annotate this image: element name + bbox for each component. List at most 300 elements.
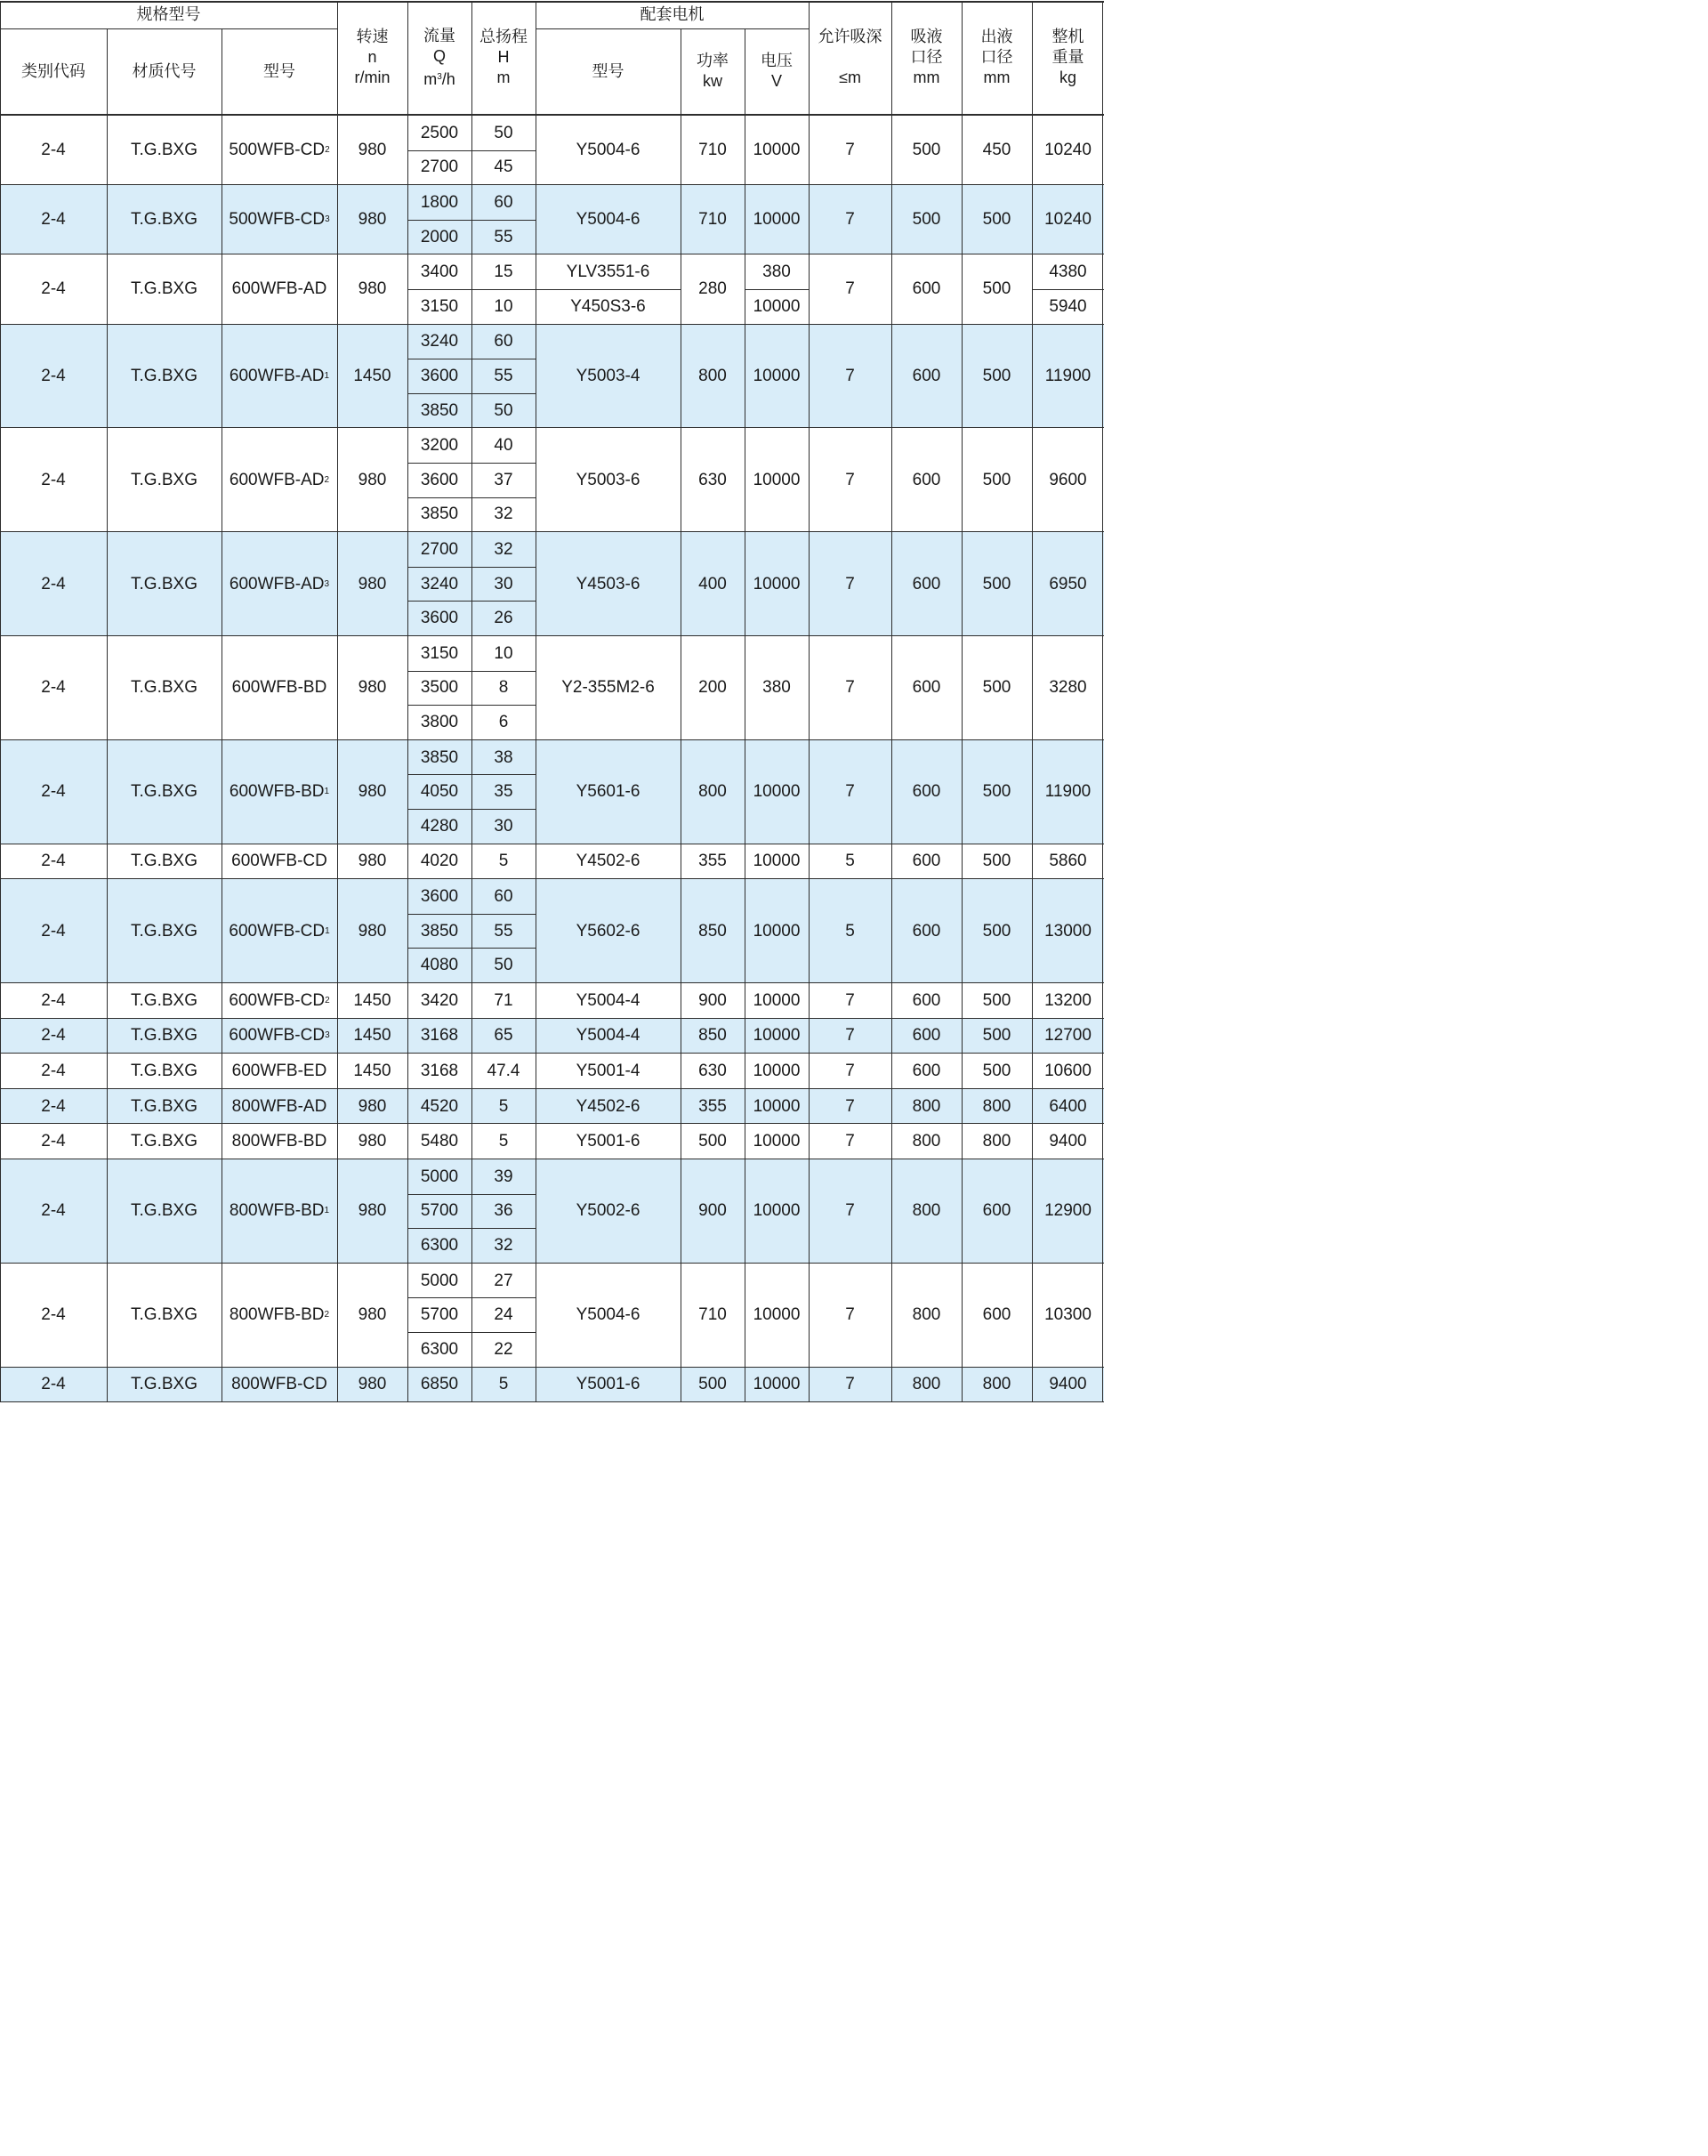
material-code-cell: T.G.BXG (131, 1132, 197, 1151)
speed-cell: 1450 (353, 990, 391, 1010)
head-cell: 47.4 (487, 1061, 520, 1080)
outlet-cell: 500 (982, 1061, 1011, 1080)
flow-cell: 3600 (420, 366, 459, 385)
flow-cell: 4020 (420, 852, 459, 871)
voltage-cell: 10000 (753, 1132, 801, 1151)
outlet-cell: 500 (982, 782, 1011, 802)
flow-cell: 6850 (420, 1375, 459, 1394)
grid-line (745, 289, 809, 290)
voltage-cell: 10000 (753, 296, 801, 316)
power-cell: 200 (698, 678, 727, 698)
grid-line (809, 1264, 810, 1367)
model-cell: 800WFB-BD 1 (229, 1201, 330, 1221)
suction-depth-cell: 7 (845, 1026, 855, 1046)
grid-line (0, 1054, 1, 1088)
grid-line (1032, 185, 1033, 254)
inlet-cell: 800 (912, 1305, 941, 1325)
flow-cell: 3400 (420, 262, 459, 282)
grid-line (107, 28, 108, 114)
grid-line (107, 532, 108, 635)
voltage-cell: 380 (762, 678, 791, 698)
grid-line (471, 636, 472, 739)
weight-cell: 13200 (1044, 990, 1092, 1010)
grid-line (337, 185, 338, 254)
grid-line (891, 116, 892, 184)
grid-line (337, 636, 338, 739)
material-code-cell: T.G.BXG (131, 1305, 197, 1325)
voltage-cell: 10000 (753, 921, 801, 941)
material-code-cell: T.G.BXG (131, 574, 197, 594)
flow-cell: 3850 (420, 400, 459, 420)
weight-cell: 5860 (1049, 852, 1087, 871)
outlet-cell: 450 (982, 141, 1011, 160)
inlet-cell: 600 (912, 366, 941, 385)
grid-line (0, 185, 1, 254)
grid-line (962, 116, 963, 184)
grid-line (962, 1089, 963, 1124)
model-cell: 600WFB-CD 1 (229, 921, 330, 941)
grid-line (337, 325, 338, 428)
grid-line (0, 879, 1, 982)
grid-line (1032, 844, 1033, 879)
voltage-cell: 10000 (753, 782, 801, 802)
suction-depth-cell: 7 (845, 1061, 855, 1080)
flow-cell: 3500 (420, 678, 459, 698)
header-power: 功率 kw (697, 52, 729, 90)
weight-cell: 5940 (1049, 296, 1087, 316)
grid-line (1102, 1264, 1103, 1367)
grid-line (1032, 1368, 1033, 1402)
grid-line (1102, 636, 1103, 739)
suction-depth-cell: 5 (845, 852, 855, 871)
grid-line (962, 1, 963, 114)
power-cell: 500 (698, 1375, 727, 1394)
header-category-code: 类别代码 (21, 61, 85, 80)
outlet-cell: 500 (982, 279, 1011, 299)
grid-line (1102, 844, 1103, 879)
grid-line (337, 1, 338, 114)
speed-cell: 980 (358, 782, 387, 802)
voltage-cell: 10000 (753, 990, 801, 1010)
flow-cell: 3240 (420, 574, 459, 594)
model-cell: 600WFB-BD (231, 678, 327, 698)
grid-line (809, 740, 810, 844)
grid-line (962, 1368, 963, 1402)
flow-cell: 2500 (420, 123, 459, 142)
grid-line (891, 1089, 892, 1124)
grid-line (1102, 983, 1103, 1018)
grid-line (337, 428, 338, 531)
speed-cell: 980 (358, 141, 387, 160)
motor-model-cell: Y4502-6 (576, 852, 640, 871)
category-code-cell: 2-4 (41, 470, 66, 489)
pump-spec-table (0, 0, 1104, 1394)
grid-line (809, 1124, 810, 1159)
flow-cell: 5000 (420, 1167, 459, 1186)
grid-line (0, 116, 1, 184)
flow-cell: 6300 (420, 1235, 459, 1255)
power-cell: 710 (698, 210, 727, 230)
head-cell: 30 (494, 574, 513, 594)
model-cell: 600WFB-CD 3 (229, 1026, 330, 1046)
speed-cell: 1450 (353, 366, 391, 385)
model-cell: 600WFB-AD (231, 279, 327, 299)
grid-line (809, 1054, 810, 1088)
grid-line (0, 1264, 1, 1367)
speed-cell: 980 (358, 279, 387, 299)
material-code-cell: T.G.BXG (131, 1201, 197, 1221)
head-cell: 24 (494, 1305, 513, 1325)
header-material-code: 材质代号 (132, 61, 197, 80)
grid-line (891, 879, 892, 982)
grid-line (962, 428, 963, 531)
inlet-cell: 600 (912, 852, 941, 871)
grid-line (471, 844, 472, 879)
grid-line (962, 1264, 963, 1367)
voltage-cell: 10000 (753, 1026, 801, 1046)
weight-cell: 10600 (1044, 1061, 1092, 1080)
material-code-cell: T.G.BXG (131, 210, 197, 230)
grid-line (1032, 325, 1033, 428)
grid-line (1102, 254, 1103, 323)
suction-depth-cell: 7 (845, 366, 855, 385)
motor-model-cell: YLV3551-6 (566, 262, 650, 282)
grid-line (1102, 185, 1103, 254)
voltage-cell: 380 (762, 262, 791, 282)
voltage-cell: 10000 (753, 574, 801, 594)
grid-line (891, 428, 892, 531)
weight-cell: 10240 (1044, 210, 1092, 230)
speed-cell: 980 (358, 1096, 387, 1116)
speed-cell: 1450 (353, 1026, 391, 1046)
power-cell: 280 (698, 279, 727, 299)
head-cell: 6 (498, 712, 509, 731)
grid-line (407, 1124, 408, 1159)
material-code-cell: T.G.BXG (131, 1061, 197, 1080)
flow-cell: 3168 (420, 1026, 459, 1046)
voltage-cell: 10000 (753, 470, 801, 489)
head-cell: 65 (494, 1026, 513, 1046)
suction-depth-cell: 7 (845, 574, 855, 594)
speed-cell: 980 (358, 1375, 387, 1394)
grid-line (809, 1, 810, 114)
motor-model-cell: Y5004-6 (576, 141, 640, 160)
head-cell: 32 (494, 1235, 513, 1255)
head-cell: 50 (494, 400, 513, 420)
grid-line (471, 1159, 472, 1263)
head-cell: 38 (494, 747, 513, 767)
suction-depth-cell: 5 (845, 921, 855, 941)
grid-line (407, 1054, 408, 1088)
grid-line (337, 740, 338, 844)
grid-line (1102, 1054, 1103, 1088)
grid-line (809, 1159, 810, 1263)
suction-depth-cell: 7 (845, 782, 855, 802)
category-code-cell: 2-4 (41, 141, 66, 160)
grid-line (471, 1264, 472, 1367)
material-code-cell: T.G.BXG (131, 782, 197, 802)
head-cell: 10 (494, 296, 513, 316)
grid-line (471, 116, 472, 184)
grid-line (962, 185, 963, 254)
grid-line (809, 844, 810, 879)
power-cell: 900 (698, 1201, 727, 1221)
grid-line (0, 1368, 1, 1402)
power-cell: 800 (698, 366, 727, 385)
head-cell: 37 (494, 470, 513, 489)
grid-line (0, 844, 1, 879)
grid-line (1102, 1159, 1103, 1263)
voltage-cell: 10000 (753, 141, 801, 160)
head-cell: 55 (494, 366, 513, 385)
grid-line (891, 185, 892, 254)
head-cell: 50 (494, 956, 513, 975)
grid-line (962, 740, 963, 844)
motor-model-cell: Y5004-6 (576, 1305, 640, 1325)
category-code-cell: 2-4 (41, 210, 66, 230)
grid-line (962, 325, 963, 428)
outlet-cell: 600 (982, 1305, 1011, 1325)
motor-model-cell: Y5004-6 (576, 210, 640, 230)
grid-line (0, 1, 1104, 3)
power-cell: 850 (698, 921, 727, 941)
grid-line (1102, 1019, 1103, 1054)
grid-line (0, 740, 1, 844)
grid-line (337, 983, 338, 1018)
grid-line (809, 116, 810, 184)
inlet-cell: 800 (912, 1096, 941, 1116)
speed-cell: 980 (358, 852, 387, 871)
suction-depth-cell: 7 (845, 470, 855, 489)
flow-cell: 3800 (420, 712, 459, 731)
grid-line (962, 1054, 963, 1088)
voltage-cell: 10000 (753, 1061, 801, 1080)
head-cell: 55 (494, 227, 513, 246)
header-suction-depth: 允许吸深 ≤m (818, 28, 882, 86)
flow-cell: 2000 (420, 227, 459, 246)
grid-line (1032, 636, 1033, 739)
flow-cell: 3200 (420, 436, 459, 456)
model-cell: 600WFB-AD 2 (229, 470, 330, 489)
speed-cell: 980 (358, 470, 387, 489)
grid-line (107, 1264, 108, 1367)
motor-model-cell: Y5002-6 (576, 1201, 640, 1221)
voltage-cell: 10000 (753, 1201, 801, 1221)
header-motor-model: 型号 (592, 61, 624, 80)
grid-line (407, 428, 408, 531)
grid-line (107, 1368, 108, 1402)
category-code-cell: 2-4 (41, 782, 66, 802)
power-cell: 710 (698, 1305, 727, 1325)
head-cell: 5 (498, 1375, 509, 1394)
grid-line (1032, 879, 1033, 982)
head-cell: 15 (494, 262, 513, 282)
model-cell: 600WFB-BD 1 (229, 782, 330, 802)
grid-line (891, 532, 892, 635)
grid-line (337, 1264, 338, 1367)
grid-line (0, 428, 1, 531)
grid-line (471, 428, 472, 531)
header-motor-group: 配套电机 (640, 5, 705, 23)
model-cell: 800WFB-AD (231, 1096, 327, 1116)
grid-line (471, 254, 472, 323)
head-cell: 60 (494, 192, 513, 212)
grid-line (337, 879, 338, 982)
model-cell: 500WFB-CD 2 (229, 141, 330, 160)
inlet-cell: 600 (912, 678, 941, 698)
outlet-cell: 500 (982, 470, 1011, 489)
model-cell: 600WFB-AD 3 (229, 574, 330, 594)
speed-cell: 1450 (353, 1061, 391, 1080)
flow-cell: 3168 (420, 1061, 459, 1080)
grid-line (407, 1089, 408, 1124)
head-cell: 55 (494, 921, 513, 941)
inlet-cell: 600 (912, 782, 941, 802)
outlet-cell: 500 (982, 852, 1011, 871)
grid-line (891, 636, 892, 739)
motor-model-cell: Y4502-6 (576, 1096, 640, 1116)
header-weight: 整机 重量 kg (1051, 28, 1084, 86)
grid-line (471, 740, 472, 844)
voltage-cell: 10000 (753, 1375, 801, 1394)
flow-cell: 3850 (420, 747, 459, 767)
grid-line (0, 1089, 1, 1124)
grid-line (107, 1124, 108, 1159)
header-outlet: 出液 口径 mm (980, 28, 1013, 86)
flow-cell: 5480 (420, 1132, 459, 1151)
header-head: 总扬程 H m (479, 28, 528, 86)
grid-line (407, 185, 408, 254)
material-code-cell: T.G.BXG (131, 1375, 197, 1394)
grid-line (1102, 325, 1103, 428)
grid-line (1032, 983, 1033, 1018)
flow-cell: 3600 (420, 470, 459, 489)
power-cell: 630 (698, 470, 727, 489)
motor-model-cell: Y5601-6 (576, 782, 640, 802)
speed-cell: 980 (358, 210, 387, 230)
voltage-cell: 10000 (753, 210, 801, 230)
power-cell: 500 (698, 1132, 727, 1151)
inlet-cell: 600 (912, 990, 941, 1010)
grid-line (107, 879, 108, 982)
category-code-cell: 2-4 (41, 852, 66, 871)
power-cell: 850 (698, 1026, 727, 1046)
grid-line (471, 1019, 472, 1054)
grid-line (891, 1019, 892, 1054)
grid-line (891, 1159, 892, 1263)
speed-cell: 980 (358, 921, 387, 941)
outlet-cell: 500 (982, 921, 1011, 941)
head-cell: 26 (494, 609, 513, 628)
grid-line (0, 254, 1, 323)
material-code-cell: T.G.BXG (131, 678, 197, 698)
head-cell: 32 (494, 539, 513, 559)
grid-line (337, 254, 338, 323)
grid-line (337, 532, 338, 635)
suction-depth-cell: 7 (845, 1375, 855, 1394)
grid-line (891, 254, 892, 323)
suction-depth-cell: 7 (845, 279, 855, 299)
weight-cell: 12700 (1044, 1026, 1092, 1046)
category-code-cell: 2-4 (41, 1096, 66, 1116)
grid-line (0, 636, 1, 739)
voltage-cell: 10000 (753, 852, 801, 871)
outlet-cell: 600 (982, 1201, 1011, 1221)
grid-line (1102, 879, 1103, 982)
grid-line (0, 532, 1, 635)
power-cell: 710 (698, 141, 727, 160)
grid-line (107, 254, 108, 323)
flow-cell: 3600 (420, 886, 459, 906)
inlet-cell: 600 (912, 279, 941, 299)
header-voltage: 电压 V (761, 52, 793, 90)
speed-cell: 980 (358, 574, 387, 594)
head-cell: 8 (498, 678, 509, 698)
material-code-cell: T.G.BXG (131, 470, 197, 489)
grid-line (337, 116, 338, 184)
flow-cell: 4280 (420, 816, 459, 836)
grid-line (471, 983, 472, 1018)
grid-line (962, 1019, 963, 1054)
suction-depth-cell: 7 (845, 678, 855, 698)
model-cell: 600WFB-ED (231, 1061, 327, 1080)
weight-cell: 11900 (1044, 366, 1092, 385)
grid-line (809, 325, 810, 428)
grid-line (407, 636, 408, 739)
grid-line (407, 1159, 408, 1263)
grid-line (809, 185, 810, 254)
inlet-cell: 600 (912, 1061, 941, 1080)
model-cell: 800WFB-BD 2 (229, 1305, 330, 1325)
grid-line (107, 428, 108, 531)
material-code-cell: T.G.BXG (131, 1096, 197, 1116)
grid-line (107, 1019, 108, 1054)
grid-line (962, 983, 963, 1018)
suction-depth-cell: 7 (845, 990, 855, 1010)
motor-model-cell: Y2-355M2-6 (561, 678, 655, 698)
grid-line (407, 740, 408, 844)
outlet-cell: 800 (982, 1132, 1011, 1151)
grid-line (407, 254, 408, 323)
grid-line (1032, 1019, 1033, 1054)
motor-model-cell: Y5602-6 (576, 921, 640, 941)
category-code-cell: 2-4 (41, 678, 66, 698)
suction-depth-cell: 7 (845, 1132, 855, 1151)
grid-line (1102, 532, 1103, 635)
model-cell: 800WFB-CD (231, 1375, 327, 1394)
grid-line (0, 1401, 1104, 1402)
category-code-cell: 2-4 (41, 366, 66, 385)
grid-line (809, 983, 810, 1018)
weight-cell: 3280 (1049, 678, 1087, 698)
grid-line (1032, 1089, 1033, 1124)
grid-line (471, 1124, 472, 1159)
flow-cell: 3600 (420, 609, 459, 628)
weight-cell: 13000 (1044, 921, 1092, 941)
grid-line (1102, 1368, 1103, 1402)
voltage-cell: 10000 (753, 1305, 801, 1325)
category-code-cell: 2-4 (41, 1305, 66, 1325)
flow-cell: 4080 (420, 956, 459, 975)
material-code-cell: T.G.BXG (131, 1026, 197, 1046)
grid-line (107, 185, 108, 254)
grid-line (809, 428, 810, 531)
motor-model-cell: Y5003-6 (576, 470, 640, 489)
head-cell: 60 (494, 332, 513, 351)
grid-line (1102, 1089, 1103, 1124)
grid-line (1032, 1, 1033, 114)
grid-line (107, 983, 108, 1018)
